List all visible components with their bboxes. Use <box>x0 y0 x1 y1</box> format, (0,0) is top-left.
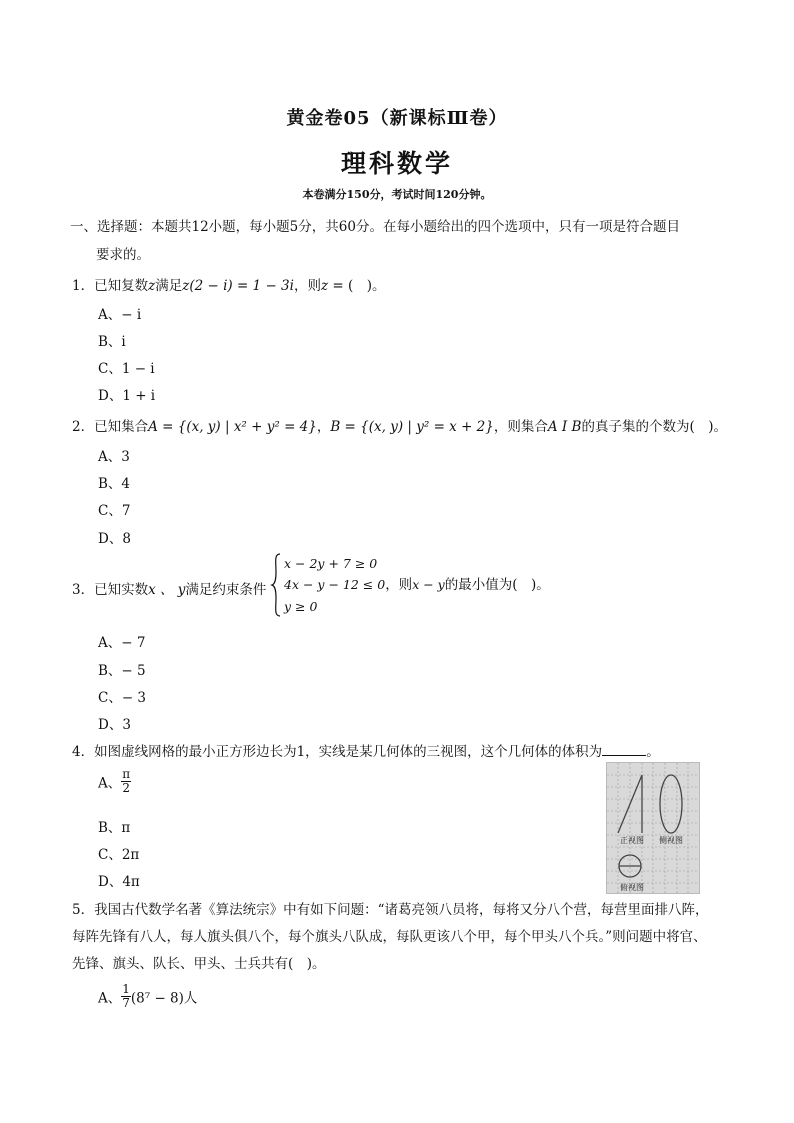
question-5-line1: 5．我国古代数学名著《算法统宗》中有如下问题：“诸葛亮领八员将，每将又分八个营，每营里面排八阵， <box>72 902 709 918</box>
q1-var-z: z <box>148 278 156 294</box>
q1-option-d[interactable]: D、1 + i <box>98 388 156 404</box>
top-view-label: 俯视图 <box>620 883 644 892</box>
exam-title: 黄金卷05（新课标Ⅲ卷） <box>286 108 508 129</box>
question-1 <box>72 274 386 294</box>
q5-option-a[interactable] <box>98 983 197 1010</box>
q1-option-c[interactable]: C、1 − i <box>98 361 155 377</box>
q5-option-a-fraction <box>121 983 131 1010</box>
q4-option-b-label: B、 <box>98 820 122 836</box>
q3-option-c[interactable]: C、− 3 <box>98 690 147 706</box>
q3-vars: x 、 y <box>148 582 186 598</box>
q3-constraint-1: x − 2y + 7 ≥ 0 <box>284 556 378 571</box>
question-4 <box>72 740 660 760</box>
q4-end: 。 <box>646 744 660 760</box>
q1-equation: z(2 − i) = 1 − 3i <box>182 278 294 294</box>
question-5-line3: 先锋、旗头、队长、甲头、士兵共有( )。 <box>72 956 326 972</box>
q2-option-b[interactable]: B、4 <box>98 476 131 492</box>
q3-constraint-2: 4x − y − 12 ≤ 0 <box>284 577 386 592</box>
q5-option-a-label: A、 <box>98 990 122 1007</box>
q2-intersection: A I B <box>547 419 582 435</box>
q3-prefix: 3．已知实数 <box>72 582 149 598</box>
exam-note: 本卷满分150分，考试时间120分钟。 <box>302 188 492 201</box>
q2-end: 的真子集的个数为( )。 <box>581 419 727 435</box>
subject-title: 理科数学 <box>340 149 453 178</box>
q4-option-a-numerator: π <box>122 767 131 781</box>
q2-sep: ， <box>316 419 331 435</box>
q5-option-a-rest: (8⁷ − 8)人 <box>130 990 198 1007</box>
q4-text: 4．如图虚线网格的最小正方形边长为1，实线是某几何体的三视图，这个几何体的体积为 <box>72 744 603 760</box>
question-3 <box>72 578 266 598</box>
q4-option-a-label: A、 <box>98 775 122 792</box>
q4-option-a[interactable] <box>98 768 131 795</box>
three-view-figure <box>606 762 700 894</box>
q3-option-b[interactable]: B、− 5 <box>98 663 146 679</box>
q1-end: = ( )。 <box>328 278 386 294</box>
q1-mid: 满足 <box>155 278 183 294</box>
q2-option-d[interactable]: D、8 <box>98 531 131 547</box>
q3-expr: x − y <box>412 577 445 592</box>
q3-end: 的最小值为( )。 <box>444 577 550 593</box>
q1-option-b[interactable]: B、i <box>98 334 126 350</box>
q1-tail: ，则 <box>293 278 321 294</box>
q3-brace <box>270 552 284 618</box>
q4-option-d[interactable] <box>98 870 140 890</box>
question-5-line2: 每阵先锋有八人，每人旗头俱八个，每个旗头八队成，每队更该八个甲，每个甲头八个兵。”则问题中将官、 <box>72 929 707 945</box>
q3-option-d[interactable]: D、3 <box>98 717 131 733</box>
q4-option-c-label: C、 <box>98 847 122 863</box>
q2-prefix: 2．已知集合 <box>72 419 149 435</box>
q1-option-a[interactable]: A、− i <box>98 307 142 323</box>
q4-option-a-denominator: 2 <box>122 781 131 795</box>
q5-option-a-numerator: 1 <box>122 982 130 996</box>
q3-constraint-3: y ≥ 0 <box>284 599 318 614</box>
q2-option-c[interactable]: C、7 <box>98 503 131 519</box>
q3-mid: 满足约束条件 <box>185 582 267 598</box>
side-view-label: 侧视图 <box>659 836 683 845</box>
brace-icon <box>270 552 284 618</box>
q2-option-a[interactable]: A、3 <box>98 449 130 465</box>
q4-option-c[interactable] <box>98 843 139 863</box>
q4-option-c-value: 2π <box>121 847 140 863</box>
q4-option-a-fraction <box>121 768 131 795</box>
q2-set-a: A = {(x, y) | x² + y² = 4} <box>148 419 317 435</box>
q1-var-z2: z <box>320 278 329 294</box>
q4-option-b[interactable] <box>98 816 130 836</box>
q1-prefix: 1．已知复数 <box>72 278 149 294</box>
q5-option-a-denominator: 7 <box>122 996 130 1010</box>
section-heading-line1: 一、选择题：本题共12小题，每小题5分，共60分。在每小题给出的四个选项中，只有一项是符合题目 <box>70 219 680 235</box>
question-2 <box>72 415 727 435</box>
section-heading-line2: 要求的。 <box>96 247 150 263</box>
q4-option-b-value: π <box>121 820 131 836</box>
q2-tail: ，则集合 <box>493 419 548 435</box>
q4-answer-blank <box>602 741 646 756</box>
q4-option-d-value: 4π <box>122 874 140 890</box>
q3-option-a[interactable]: A、− 7 <box>98 635 146 651</box>
q3-constraints <box>284 553 550 617</box>
three-view-drawing <box>607 763 699 893</box>
q3-tail: ，则 <box>385 577 413 593</box>
q4-option-d-label: D、 <box>98 874 123 890</box>
front-view-label: 正视图 <box>620 836 644 845</box>
q2-set-b: B = {(x, y) | y² = x + 2} <box>330 419 494 435</box>
